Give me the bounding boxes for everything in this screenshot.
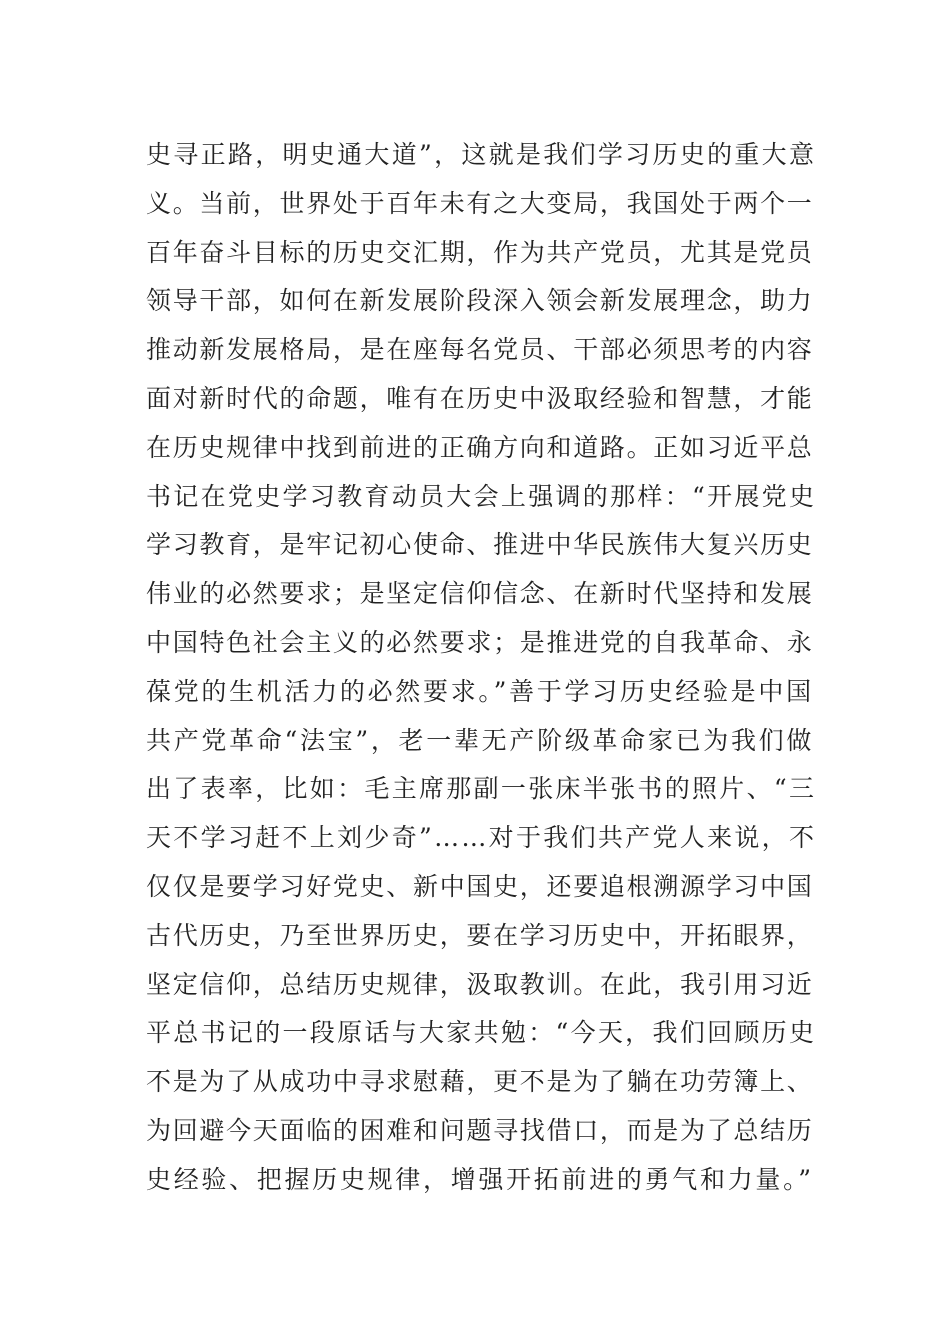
text-line: 书记在党史学习教育动员大会上强调的那样：“开展党史	[146, 481, 817, 511]
text-line: 天不学习赶不上刘少奇”……对于我们共产党人来说，不	[146, 823, 817, 853]
text-line: 为回避今天面临的困难和问题寻找借口，而是为了总结历	[146, 1115, 814, 1145]
text-line: 在历史规律中找到前进的正确方向和道路。正如习近平总	[146, 432, 814, 462]
body-paragraph	[146, 131, 816, 1205]
text-line: 平总书记的一段原话与大家共勉：“今天，我们回顾历史	[146, 1018, 817, 1048]
text-line: 古代历史，乃至世界历史，要在学习历史中，开拓眼界，	[146, 920, 814, 950]
text-line: 史寻正路，明史通大道”，这就是我们学习历史的重大意	[146, 140, 817, 169]
text-line: 义。当前，世界处于百年未有之大变局，我国处于两个一	[146, 188, 814, 218]
text-line: 学习教育，是牢记初心使命、推进中华民族伟大复兴历史	[146, 530, 814, 560]
text-line: 伟业的必然要求；是坚定信仰信念、在新时代坚持和发展	[146, 579, 814, 609]
text-line: 不是为了从成功中寻求慰藉，更不是为了躺在功劳簿上、	[146, 1067, 814, 1097]
text-line: 出了表率，比如：毛主席那副一张床半张书的照片、“三	[146, 774, 817, 804]
text-line: 领导干部，如何在新发展阶段深入领会新发展理念，助力	[146, 286, 814, 316]
text-line: 共产党革命“法宝”，老一辈无产阶级革命家已为我们做	[146, 725, 815, 755]
text-line: 史经验、把握历史规律，增强开拓前进的勇气和力量。”	[146, 1164, 814, 1194]
text-line: 百年奋斗目标的历史交汇期，作为共产党员，尤其是党员	[146, 237, 814, 267]
text-line: 坚定信仰，总结历史规律，汲取教训。在此，我引用习近	[146, 969, 814, 999]
text-line: 葆党的生机活力的必然要求。”善于学习历史经验是中国	[146, 676, 814, 706]
text-line: 仅仅是要学习好党史、新中国史，还要追根溯源学习中国	[146, 871, 814, 901]
text-line: 面对新时代的命题，唯有在历史中汲取经验和智慧，才能	[146, 383, 814, 413]
text-line: 中国特色社会主义的必然要求；是推进党的自我革命、永	[146, 627, 814, 657]
text-line: 推动新发展格局，是在座每名党员、干部必须思考的内容	[146, 335, 814, 365]
